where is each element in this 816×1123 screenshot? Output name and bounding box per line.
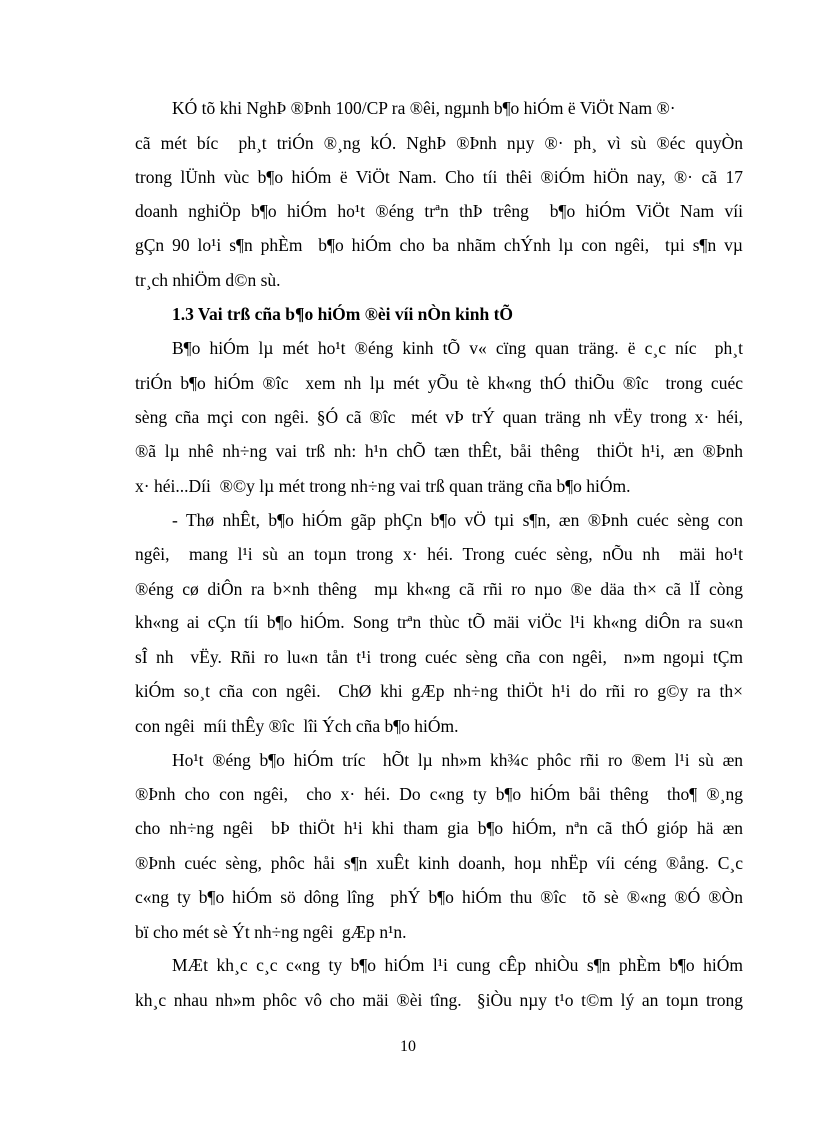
paragraph-2-line-1: B¶o hiÓm lµ mét ho¹t ®éng kinh tÕ v« cïng quan träng. ë c¸c níc ph¸t — [172, 338, 743, 359]
paragraph-1-line-2: cã mét bíc ph¸t triÓn ®¸ng kÓ. NghÞ ®Þnh nµy ®· ph¸ vì sù ®éc quyÒn — [135, 132, 743, 153]
paragraph-3-line-7: con ngêi míi thÊy ®îc lîi Ých cña b¶o hiÓm. — [135, 715, 459, 736]
paragraph-1-line-5: gÇn 90 lo¹i s¶n phÈm b¶o hiÓm cho ba nhãm chÝnh lµ con ngêi, tµi s¶n vµ — [135, 235, 743, 256]
paragraph-2-line-5: x· héi...Díi ®©y lµ mét trong nh÷ng vai trß quan träng cña b¶o hiÓm. — [135, 475, 631, 496]
paragraph-4-line-2: ®Þnh cho con ngêi, cho x· héi. Do c«ng ty b¶o hiÓm båi thêng tho¶ ®¸ng — [135, 784, 743, 805]
paragraph-3-line-2: ngêi, mang l¹i sù an toµn trong x· héi. Trong cuéc sèng, nÕu nh mäi ho¹t — [135, 544, 743, 564]
paragraph-4-line-3: cho nh÷ng ngêi bÞ thiÖt h¹i khi tham gia b¶o hiÓm, nªn cã thÓ gióp hä æn — [135, 818, 743, 839]
paragraph-3-line-1: - Thø nhÊt, b¶o hiÓm gãp phÇn b¶o vÖ tµi s¶n, æn ®Þnh cuéc sèng con — [172, 510, 743, 531]
paragraph-3-line-6: kiÓm so¸t cña con ngêi. ChØ khi gÆp nh÷ng thiÖt h¹i do rñi ro g©y ra th× — [135, 681, 743, 702]
paragraph-5-line-1: MÆt kh¸c c¸c c«ng ty b¶o hiÓm l¹i cung cÊp nhiÒu s¶n phÈm b¶o hiÓm — [172, 955, 743, 976]
paragraph-4-line-5: c«ng ty b¶o hiÓm sö dông lîng phÝ b¶o hiÓm thu ®îc tõ sè ®«ng ®Ó ®Òn — [135, 887, 743, 908]
paragraph-3-line-4: kh«ng ai cÇn tíi b¶o hiÓm. Song trªn thùc tÕ mäi viÖc l¹i kh«ng diÔn ra su«n — [135, 612, 743, 633]
paragraph-5-line-2: kh¸c nhau nh»m phôc vô cho mäi ®èi tîng. §iÒu nµy t¹o t©m lý an toµn trong — [135, 990, 743, 1010]
paragraph-4-line-6: bï cho mét sè Ýt nh÷ng ngêi gÆp n¹n. — [135, 921, 407, 942]
paragraph-3-line-5: sÎ nh vËy. Rñi ro lu«n tån t¹i trong cuéc sèng cña con ngêi, n»m ngoµi tÇm — [135, 646, 743, 667]
section-heading: 1.3 Vai trß cña b¶o hiÓm ®èi víi nÒn kinh tÕ — [172, 303, 514, 324]
paragraph-2-line-2: triÓn b¶o hiÓm ®îc xem nh lµ mét yÕu tè kh«ng thÓ thiÕu ®îc trong cuéc — [135, 372, 743, 393]
paragraph-4-line-4: ®Þnh cuéc sèng, phôc håi s¶n xuÊt kinh doanh, hoµ nhËp víi céng ®ång. C¸c — [135, 852, 743, 873]
paragraph-1-line-3: trong lÜnh vùc b¶o hiÓm ë ViÖt Nam. Cho tíi thêi ®iÓm hiÖn nay, ®· cã 17 — [135, 167, 743, 188]
paragraph-1-line-6: tr¸ch nhiÖm d©n sù. — [135, 269, 281, 290]
paragraph-1-line-4: doanh nghiÖp b¶o hiÓm ho¹t ®éng trªn thÞ trêng b¶o hiÓm ViÖt Nam víi — [135, 200, 743, 221]
paragraph-3-line-3: ®éng cø diÔn ra b×nh thêng mµ kh«ng cã rñi ro nµo ®e däa th× cã lÏ còng — [135, 578, 743, 599]
paragraph-2-line-3: sèng cña mçi con ngêi. §Ó cã ®îc mét vÞ trÝ quan träng nh vËy trong x· héi, — [135, 406, 743, 427]
paragraph-1-line-1: KÓ tõ khi NghÞ ®Þnh 100/CP ra ®êi, ngµnh b¶o hiÓm ë ViÖt Nam ®· — [172, 98, 676, 118]
paragraph-2-line-4: ®ã lµ nhê nh÷ng vai trß nh: h¹n chÕ tæn thÊt, båi thêng thiÖt h¹i, æn ®Þnh — [135, 441, 743, 462]
paragraph-4-line-1: Ho¹t ®éng b¶o hiÓm tríc hÕt lµ nh»m kh¾c phôc rñi ro ®em l¹i sù æn — [172, 749, 743, 770]
page-number: 10 — [400, 1038, 416, 1055]
